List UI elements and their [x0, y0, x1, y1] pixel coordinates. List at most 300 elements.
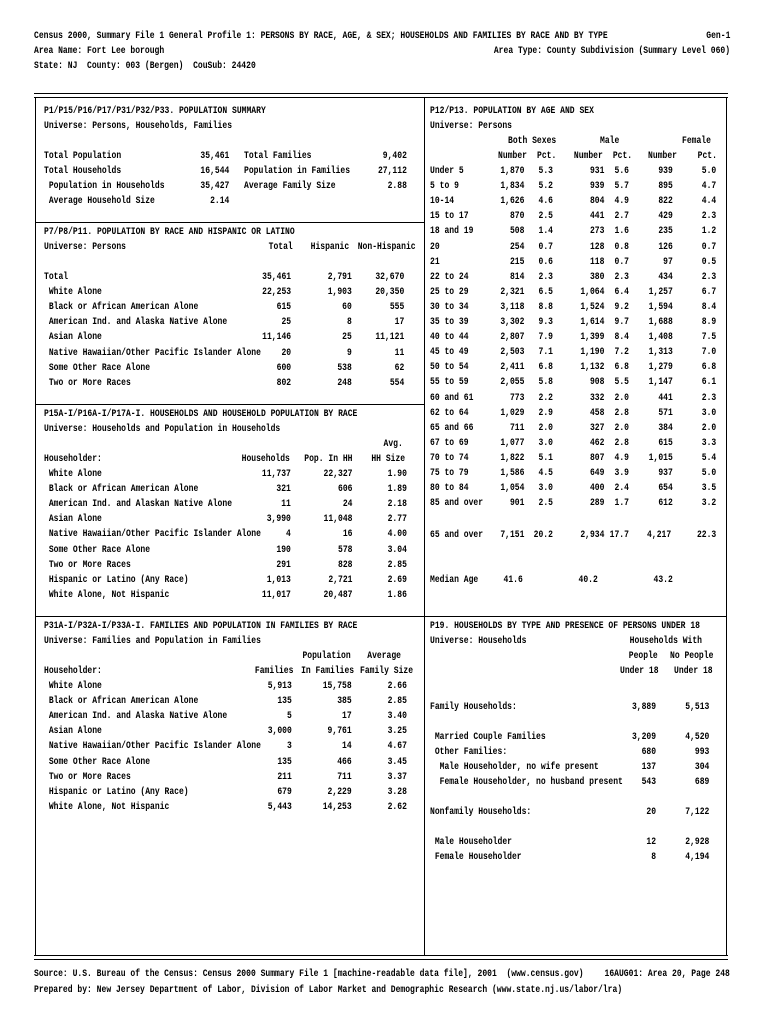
no-people-under18: 4,520 — [685, 731, 710, 742]
fam-in-families: 14,253 — [322, 800, 352, 812]
both-number: 2,055 — [500, 376, 525, 388]
over65-female-pct: 22.3 — [696, 529, 717, 540]
fam-in-families: 711 — [337, 770, 352, 782]
female-number: 571 — [658, 406, 673, 418]
hh-size: 1.86 — [387, 588, 407, 600]
universe: Universe: Persons — [44, 241, 126, 252]
male-number: 400 — [589, 482, 605, 494]
race-non-hispanic: 555 — [389, 301, 405, 313]
col-header-hh-size: HH Size — [371, 453, 406, 464]
both-pct: 2.5 — [538, 497, 553, 509]
male-pct: 9.2 — [614, 300, 629, 312]
race-row-label: Total — [44, 271, 69, 282]
age-group-label: 5 to 9 — [430, 180, 459, 192]
male-pct: 5.7 — [614, 180, 629, 192]
col-header-under18: Under 18 — [674, 665, 713, 676]
hh-households: 291 — [276, 558, 291, 570]
both-pct: 5.3 — [538, 165, 553, 176]
hh-type-label: Female Householder, no husband present — [430, 776, 623, 787]
hh-type-label: Married Couple Families — [430, 731, 546, 742]
age-group-label: 22 to 24 — [430, 270, 469, 282]
with-people-under18: 8 — [651, 851, 657, 862]
both-pct: 2.9 — [538, 406, 553, 418]
col-header-households-with: Households With — [629, 635, 702, 646]
male-pct: 1.7 — [614, 497, 629, 509]
male-number: 441 — [589, 210, 605, 222]
fam-size: 2.85 — [387, 695, 407, 707]
female-number: 384 — [658, 421, 673, 433]
fam-race-row-label: White Alone — [44, 680, 102, 691]
race-hispanic: 25 — [342, 331, 352, 343]
with-people-under18: 543 — [641, 776, 657, 787]
col-header-families: Families — [254, 665, 294, 676]
over65-female-number: 4,217 — [647, 529, 672, 540]
both-number: 1,029 — [500, 406, 525, 418]
female-number: 615 — [658, 436, 673, 448]
col-header-pct: Pct. — [537, 150, 557, 161]
prepared-by: Prepared by: New Jersey Department of Labor, Division of Labor Market and Demographic Research (www.state.nj.us/labor/lra) — [34, 984, 623, 995]
both-pct: 4.5 — [538, 467, 553, 478]
age-group-label: 30 to 34 — [430, 300, 469, 312]
no-people-under18: 7,122 — [685, 806, 710, 817]
section-title: P19. HOUSEHOLDS BY TYPE AND PRESENCE OF PERSONS UNDER 18 — [430, 620, 700, 631]
age-group-label: 75 to 79 — [430, 467, 469, 478]
over65-both-pct: 20.2 — [533, 529, 553, 540]
fam-families: 5,913 — [267, 680, 292, 691]
with-people-under18: 137 — [641, 761, 657, 772]
age-group-label: Under 5 — [430, 165, 464, 176]
male-pct: 4.9 — [614, 195, 629, 207]
fam-in-families: 385 — [337, 695, 352, 707]
female-number: 1,594 — [648, 300, 673, 312]
hh-size: 2.18 — [387, 498, 407, 510]
race-row-label: Asian Alone — [44, 331, 102, 343]
hh-households: 11,737 — [261, 468, 291, 479]
householder-label: Householder: — [44, 453, 102, 464]
universe: Universe: Households and Population in Households — [44, 423, 281, 434]
race-total: 600 — [276, 361, 292, 373]
male-number: 118 — [589, 255, 605, 267]
col-header-pct: Pct. — [697, 150, 717, 161]
left-border — [35, 97, 36, 955]
with-people-under18: 680 — [641, 746, 657, 757]
female-pct: 4.4 — [701, 195, 717, 207]
hh-race-row-label: Native Hawaiian/Other Pacific Islander Alone — [44, 528, 261, 540]
female-pct: 6.7 — [701, 285, 717, 297]
col-header-family-size: Family Size — [360, 665, 414, 676]
col-header-total: Total — [268, 241, 293, 252]
summary-label: Total Population — [44, 150, 122, 161]
section-title: P12/P13. POPULATION BY AGE AND SEX — [430, 105, 594, 116]
race-total: 22,253 — [262, 286, 292, 298]
hh-pop-in-hh: 24 — [342, 498, 353, 510]
male-pct: 2.7 — [614, 210, 629, 222]
fam-in-families: 2,229 — [327, 785, 352, 797]
col-header-under18: Under 18 — [620, 665, 659, 676]
fam-size: 2.62 — [387, 800, 407, 812]
col-header-number: Number — [498, 150, 527, 161]
both-number: 1,054 — [500, 482, 525, 494]
fam-in-families: 15,758 — [322, 680, 352, 691]
female-pct: 0.5 — [701, 255, 717, 267]
race-total: 20 — [281, 346, 292, 358]
race-hispanic: 60 — [342, 301, 352, 313]
male-pct: 2.8 — [614, 406, 629, 418]
both-pct: 0.7 — [538, 240, 553, 252]
female-pct: 5.0 — [701, 467, 717, 478]
fam-race-row-label: Some Other Race Alone — [44, 755, 151, 767]
male-pct: 5.6 — [614, 165, 629, 176]
male-number: 649 — [589, 467, 605, 478]
fam-in-families: 466 — [337, 755, 352, 767]
top-border — [34, 93, 728, 98]
male-pct: 7.2 — [614, 346, 629, 358]
race-non-hispanic: 11 — [394, 346, 405, 358]
male-number: 908 — [589, 376, 605, 388]
col-header-average: Average — [367, 650, 401, 661]
hh-households: 3,990 — [266, 513, 291, 525]
hh-race-row-label: Asian Alone — [44, 513, 102, 525]
both-number: 1,626 — [500, 195, 525, 207]
fam-size: 2.66 — [387, 680, 407, 691]
female-pct: 2.3 — [701, 270, 717, 282]
male-number: 804 — [589, 195, 605, 207]
male-number: 1,190 — [580, 346, 605, 358]
fam-race-row-label: American Ind. and Alaska Native Alone — [44, 710, 228, 722]
summary-value: 35,427 — [200, 180, 230, 192]
age-group-label: 35 to 39 — [430, 316, 469, 327]
both-pct: 3.0 — [538, 436, 553, 448]
median-age-label: Median Age — [430, 574, 479, 585]
fam-size: 3.40 — [387, 710, 407, 722]
with-people-under18: 3,889 — [631, 701, 657, 712]
section-title: P7/P8/P11. POPULATION BY RACE AND HISPANIC OR LATINO — [44, 226, 295, 237]
age-group-label: 62 to 64 — [430, 406, 469, 418]
area-name: Area Name: Fort Lee borough — [34, 45, 165, 56]
female-pct: 5.4 — [701, 451, 717, 463]
both-pct: 7.9 — [538, 331, 553, 343]
median-age-both: 41.6 — [503, 574, 523, 585]
median-age-male: 40.2 — [578, 574, 598, 585]
race-non-hispanic: 17 — [394, 316, 405, 328]
hh-race-row-label: Two or More Races — [44, 558, 131, 570]
race-non-hispanic: 62 — [394, 361, 405, 373]
race-row-label: American Ind. and Alaska Native Alone — [44, 316, 228, 328]
over65-male-number: 2,934 — [580, 529, 605, 540]
female-number: 1,313 — [648, 346, 673, 358]
race-hispanic: 248 — [337, 376, 352, 388]
fam-size: 3.37 — [387, 770, 407, 782]
male-pct: 2.8 — [614, 436, 629, 448]
female-number: 937 — [658, 467, 673, 478]
female-number: 1,015 — [648, 451, 673, 463]
both-number: 773 — [509, 391, 525, 403]
with-people-under18: 12 — [646, 836, 657, 847]
both-number: 1,586 — [500, 467, 525, 478]
over65-both-number: 7,151 — [500, 529, 525, 540]
hh-race-row-label: White Alone — [44, 468, 102, 479]
col-header-population: Population — [302, 650, 351, 661]
male-number: 1,064 — [580, 285, 605, 297]
race-non-hispanic: 20,350 — [375, 286, 405, 298]
race-total: 25 — [281, 316, 292, 328]
age-group-label: 45 to 49 — [430, 346, 469, 358]
source-note: Source: U.S. Bureau of the Census: Census 2000 Summary File 1 [machine-readable data file], 2001 (www.census.gov) — [34, 968, 584, 979]
householder-label: Householder: — [44, 665, 102, 676]
female-pct: 3.3 — [701, 436, 717, 448]
group-both-sexes: Both Sexes — [508, 135, 557, 146]
male-number: 462 — [589, 436, 605, 448]
male-number: 327 — [589, 421, 605, 433]
race-non-hispanic: 554 — [389, 376, 405, 388]
page-reference: 16AUG01: Area 20, Page 248 — [604, 968, 730, 979]
both-number: 1,870 — [500, 165, 525, 176]
divider-fam-race — [36, 616, 424, 617]
both-number: 2,321 — [500, 285, 525, 297]
hh-type-label: Nonfamily Households: — [430, 806, 532, 817]
female-pct: 6.8 — [701, 361, 717, 373]
state-county: State: NJ County: 003 (Bergen) CouSub: 24420 — [34, 60, 256, 71]
fam-size: 3.25 — [387, 725, 407, 737]
divider-hh-type — [425, 616, 726, 617]
hh-type-label: Other Families: — [430, 746, 508, 757]
both-number: 3,118 — [500, 300, 525, 312]
male-pct: 6.8 — [614, 361, 629, 373]
hh-pop-in-hh: 16 — [342, 528, 353, 540]
race-row-label: Some Other Race Alone — [44, 361, 151, 373]
male-number: 289 — [589, 497, 605, 509]
median-age-female: 43.2 — [653, 574, 673, 585]
hh-size: 2.69 — [387, 573, 407, 585]
both-number: 215 — [509, 255, 525, 267]
center-divider — [424, 97, 425, 955]
summary-label: Average Household Size — [44, 195, 155, 207]
hh-size: 2.85 — [387, 558, 407, 570]
summary-label: Population in Households — [44, 180, 165, 192]
both-number: 901 — [509, 497, 525, 509]
female-pct: 1.2 — [701, 225, 717, 237]
race-total: 11,146 — [262, 331, 292, 343]
female-number: 1,408 — [648, 331, 673, 343]
both-pct: 0.6 — [538, 255, 553, 267]
female-number: 441 — [658, 391, 673, 403]
race-hispanic: 538 — [337, 361, 352, 373]
col-header-households: Households — [241, 453, 290, 464]
male-pct: 1.6 — [614, 225, 629, 237]
both-number: 870 — [509, 210, 525, 222]
race-hispanic: 8 — [346, 316, 352, 328]
hh-households: 4 — [286, 528, 291, 540]
report-code: Gen-1 — [705, 30, 730, 41]
male-pct: 2.0 — [614, 421, 629, 433]
fam-in-families: 9,761 — [327, 725, 352, 737]
female-number: 654 — [658, 482, 673, 494]
hh-households: 11,017 — [261, 588, 291, 600]
female-pct: 5.0 — [701, 165, 717, 176]
both-pct: 9.3 — [538, 316, 553, 327]
hh-pop-in-hh: 11,048 — [323, 513, 353, 525]
area-type: Area Type: County Subdivision (Summary Level 060) — [493, 45, 730, 56]
female-number: 1,688 — [648, 316, 673, 327]
age-group-label: 15 to 17 — [430, 210, 469, 222]
male-number: 128 — [589, 240, 605, 252]
both-number: 508 — [509, 225, 525, 237]
no-people-under18: 993 — [694, 746, 710, 757]
fam-race-row-label: Hispanic or Latino (Any Race) — [44, 785, 189, 797]
male-number: 1,399 — [580, 331, 605, 343]
col-header-pop-in-hh: Pop. In HH — [304, 453, 353, 464]
fam-families: 3 — [286, 740, 292, 752]
both-pct: 2.5 — [538, 210, 553, 222]
male-number: 1,132 — [580, 361, 605, 373]
section-title: P31A-I/P32A-I/P33A-I. FAMILIES AND POPULATION IN FAMILIES BY RACE — [44, 620, 358, 631]
female-pct: 3.5 — [701, 482, 717, 494]
male-pct: 2.3 — [614, 270, 629, 282]
group-male: Male — [600, 135, 620, 146]
race-total: 35,461 — [262, 271, 292, 282]
hh-households: 190 — [276, 543, 291, 555]
no-people-under18: 5,513 — [685, 701, 710, 712]
both-pct: 5.2 — [538, 180, 553, 192]
fam-size: 3.45 — [387, 755, 407, 767]
hh-type-label: Female Householder — [430, 851, 522, 862]
age-group-label: 55 to 59 — [430, 376, 469, 388]
female-pct: 8.9 — [701, 316, 717, 327]
female-pct: 3.0 — [701, 406, 717, 418]
fam-families: 135 — [277, 755, 292, 767]
female-number: 612 — [658, 497, 673, 509]
fam-families: 679 — [277, 785, 292, 797]
male-number: 380 — [589, 270, 605, 282]
hh-households: 11 — [281, 498, 291, 510]
fam-size: 3.28 — [387, 785, 407, 797]
col-header-pct: Pct. — [612, 150, 633, 161]
female-pct: 2.0 — [701, 421, 717, 433]
both-pct: 2.2 — [538, 391, 553, 403]
hh-size: 1.90 — [387, 468, 407, 479]
over65-label: 65 and over — [430, 529, 484, 540]
both-pct: 8.8 — [538, 300, 553, 312]
race-non-hispanic: 11,121 — [375, 331, 405, 343]
age-group-label: 25 to 29 — [430, 285, 469, 297]
both-pct: 5.1 — [538, 451, 553, 463]
summary-label: Average Family Size — [244, 180, 336, 192]
report-title: Census 2000, Summary File 1 General Profile 1: PERSONS BY RACE, AGE, & SEX; HOUSEHOLDS AND FAMILIES BY RACE AND BY TYPE — [34, 30, 608, 41]
over65-male-pct: 17.7 — [609, 529, 629, 540]
fam-race-row-label: Two or More Races — [44, 770, 131, 782]
male-number: 939 — [589, 180, 605, 192]
summary-label: Total Households — [44, 165, 122, 177]
summary-value: 27,112 — [377, 165, 407, 177]
both-number: 254 — [509, 240, 525, 252]
hh-size: 4.00 — [387, 528, 407, 540]
col-header-in-families: In Families — [301, 665, 355, 676]
bottom-border — [34, 955, 728, 960]
hh-households: 321 — [276, 483, 291, 495]
female-pct: 7.5 — [701, 331, 717, 343]
age-group-label: 60 and 61 — [430, 391, 474, 403]
no-people-under18: 2,928 — [685, 836, 710, 847]
female-number: 1,147 — [648, 376, 673, 388]
both-pct: 7.1 — [538, 346, 553, 358]
summary-value: 9,402 — [382, 150, 407, 161]
hh-pop-in-hh: 2,721 — [328, 573, 353, 585]
hh-type-label: Family Households: — [430, 701, 517, 712]
both-number: 814 — [509, 270, 525, 282]
fam-families: 3,000 — [267, 725, 292, 737]
summary-value: 16,544 — [200, 165, 230, 177]
divider-race — [36, 222, 424, 223]
both-number: 2,503 — [500, 346, 525, 358]
both-pct: 6.5 — [538, 285, 553, 297]
both-number: 2,807 — [500, 331, 525, 343]
male-pct: 3.9 — [614, 467, 629, 478]
universe: Universe: Households — [430, 635, 527, 646]
male-pct: 2.0 — [614, 391, 629, 403]
with-people-under18: 3,209 — [631, 731, 657, 742]
age-group-label: 67 to 69 — [430, 436, 469, 448]
hh-pop-in-hh: 606 — [338, 483, 353, 495]
male-pct: 5.5 — [614, 376, 629, 388]
hh-type-label: Male Householder, no wife present — [430, 761, 599, 772]
age-group-label: 50 to 54 — [430, 361, 469, 373]
fam-families: 5 — [286, 710, 292, 722]
universe: Universe: Persons, Households, Families — [44, 120, 233, 131]
female-number: 939 — [658, 165, 673, 176]
hh-households: 1,013 — [266, 573, 291, 585]
male-pct: 9.7 — [614, 316, 629, 327]
fam-families: 135 — [277, 695, 292, 707]
female-number: 1,257 — [648, 285, 673, 297]
female-pct: 4.7 — [701, 180, 717, 192]
hh-type-label: Male Householder — [430, 836, 512, 847]
female-number: 895 — [658, 180, 673, 192]
age-group-label: 80 to 84 — [430, 482, 469, 494]
male-number: 931 — [589, 165, 605, 176]
hh-size: 3.04 — [387, 543, 407, 555]
hh-race-row-label: White Alone, Not Hispanic — [44, 588, 170, 600]
summary-value: 2.88 — [387, 180, 407, 192]
fam-race-row-label: Black or African American Alone — [44, 695, 199, 707]
summary-label: Total Families — [244, 150, 312, 161]
age-group-label: 20 — [430, 240, 440, 252]
both-number: 1,834 — [500, 180, 525, 192]
universe: Universe: Families and Population in Families — [44, 635, 261, 646]
hh-race-row-label: American Ind. and Alaskan Native Alone — [44, 498, 233, 510]
male-pct: 0.7 — [614, 255, 629, 267]
female-number: 97 — [663, 255, 673, 267]
divider-hh-race — [36, 404, 424, 405]
male-number: 807 — [589, 451, 605, 463]
race-row-label: Black or African American Alone — [44, 301, 199, 313]
hh-pop-in-hh: 828 — [338, 558, 353, 570]
with-people-under18: 20 — [646, 806, 657, 817]
female-number: 1,279 — [648, 361, 673, 373]
both-number: 3,302 — [500, 316, 525, 327]
female-number: 235 — [658, 225, 673, 237]
fam-families: 5,443 — [267, 800, 292, 812]
female-number: 429 — [658, 210, 673, 222]
age-group-label: 85 and over — [430, 497, 484, 509]
female-number: 434 — [658, 270, 673, 282]
hh-race-row-label: Black or African American Alone — [44, 483, 199, 495]
both-pct: 3.0 — [538, 482, 553, 494]
male-number: 1,524 — [580, 300, 605, 312]
group-female: Female — [682, 135, 711, 146]
hh-size: 1.89 — [387, 483, 407, 495]
col-header-hispanic: Hispanic — [310, 241, 350, 252]
race-total: 802 — [276, 376, 292, 388]
